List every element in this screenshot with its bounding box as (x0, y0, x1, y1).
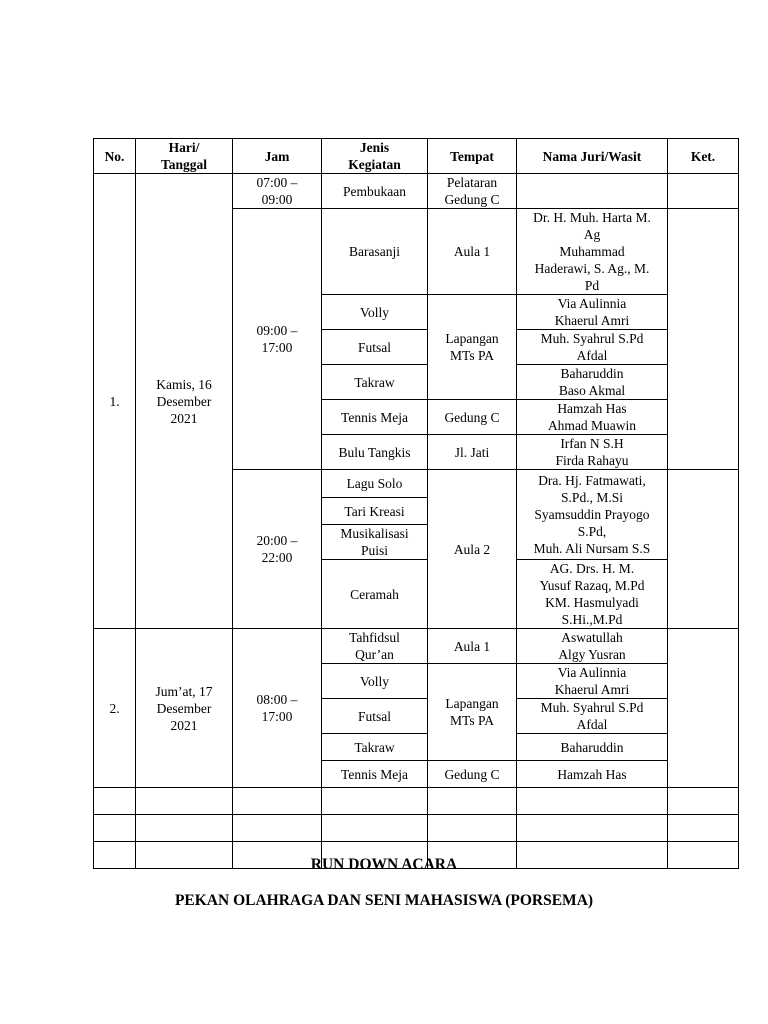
judge-names: Dra. Hj. Fatmawati, S.Pd., M.Si Syamsuddin Prayogo S.Pd, Muh. Ali Nursam S.S (517, 470, 668, 560)
activity-place: Pelataran Gedung C (428, 174, 517, 209)
time-slot: 08:00 – 17:00 (233, 629, 322, 788)
judge-names: Muh. Syahrul S.Pd Afdal (517, 330, 668, 365)
activity-place: Aula 1 (428, 209, 517, 295)
note-cell (668, 629, 739, 788)
empty-cell (94, 788, 136, 815)
activity-name: Tahfidsul Qur’an (322, 629, 428, 664)
judge-names: Baharuddin (517, 734, 668, 761)
empty-cell (517, 788, 668, 815)
header-hari-tanggal: Hari/ Tanggal (136, 139, 233, 174)
day-date: Jum’at, 17 Desember 2021 (136, 629, 233, 788)
header-row (94, 139, 739, 174)
judge-names: Muh. Syahrul S.Pd Afdal (517, 699, 668, 734)
activity-name: Lagu Solo (322, 470, 428, 498)
table-row (94, 629, 739, 664)
judge-names: Dr. H. Muh. Harta M. Ag Muhammad Haderawi, S. Ag., M. Pd (517, 209, 668, 295)
activity-name: Barasanji (322, 209, 428, 295)
day-number: 2. (94, 629, 136, 788)
activity-name: Volly (322, 664, 428, 699)
note-cell (668, 470, 739, 629)
day-date: Kamis, 16 Desember 2021 (136, 174, 233, 629)
rundown-table (93, 138, 739, 869)
activity-name: Pembukaan (322, 174, 428, 209)
activity-name: Tari Kreasi (322, 498, 428, 525)
empty-cell (136, 815, 233, 842)
activity-name: Futsal (322, 699, 428, 734)
activity-name: Ceramah (322, 560, 428, 629)
empty-cell (233, 815, 322, 842)
note-cell (668, 209, 739, 470)
header-no: No. (94, 139, 136, 174)
judge-names: Hamzah Has Ahmad Muawin (517, 400, 668, 435)
activity-place: Aula 1 (428, 629, 517, 664)
empty-cell (428, 788, 517, 815)
activity-name: Musikalisasi Puisi (322, 525, 428, 560)
empty-cell (322, 815, 428, 842)
judge-names (517, 174, 668, 209)
empty-cell (136, 788, 233, 815)
activity-name: Futsal (322, 330, 428, 365)
empty-cell (668, 815, 739, 842)
activity-place: Lapangan MTs PA (428, 664, 517, 761)
time-slot: 09:00 – 17:00 (233, 209, 322, 470)
activity-place: Lapangan MTs PA (428, 295, 517, 400)
header-nama-juri: Nama Juri/Wasit (517, 139, 668, 174)
activity-name: Tennis Meja (322, 400, 428, 435)
empty-cell (428, 815, 517, 842)
judge-names: Irfan N S.H Firda Rahayu (517, 435, 668, 470)
table-row (94, 174, 739, 209)
activity-place: Jl. Jati (428, 435, 517, 470)
empty-row (94, 815, 739, 842)
empty-cell (233, 788, 322, 815)
activity-name: Tennis Meja (322, 761, 428, 788)
judge-names: Aswatullah Algy Yusran (517, 629, 668, 664)
time-slot: 20:00 – 22:00 (233, 470, 322, 629)
activity-name: Takraw (322, 734, 428, 761)
header-ket: Ket. (668, 139, 739, 174)
activity-name: Takraw (322, 365, 428, 400)
header-jam: Jam (233, 139, 322, 174)
note-cell (668, 174, 739, 209)
header-tempat: Tempat (428, 139, 517, 174)
activity-place: Gedung C (428, 400, 517, 435)
time-slot: 07:00 – 09:00 (233, 174, 322, 209)
document-title: RUN DOWN ACARA (310, 856, 458, 873)
activity-name: Bulu Tangkis (322, 435, 428, 470)
activity-place: Aula 2 (428, 470, 517, 629)
judge-names: Baharuddin Baso Akmal (517, 365, 668, 400)
activity-place: Gedung C (428, 761, 517, 788)
judge-names: AG. Drs. H. M. Yusuf Razaq, M.Pd KM. Hasmulyadi S.Hi.,M.Pd (517, 560, 668, 629)
day-number: 1. (94, 174, 136, 629)
judge-names: Via Aulinnia Khaerul Amri (517, 295, 668, 330)
empty-cell (668, 788, 739, 815)
empty-cell (94, 815, 136, 842)
judge-names: Hamzah Has (517, 761, 668, 788)
judge-names: Via Aulinnia Khaerul Amri (517, 664, 668, 699)
document-subtitle: PEKAN OLAHRAGA DAN SENI MAHASISWA (PORSEMA) (174, 892, 594, 909)
header-jenis-kegiatan: Jenis Kegiatan (322, 139, 428, 174)
empty-row (94, 788, 739, 815)
empty-cell (322, 788, 428, 815)
empty-cell (517, 815, 668, 842)
activity-name: Volly (322, 295, 428, 330)
